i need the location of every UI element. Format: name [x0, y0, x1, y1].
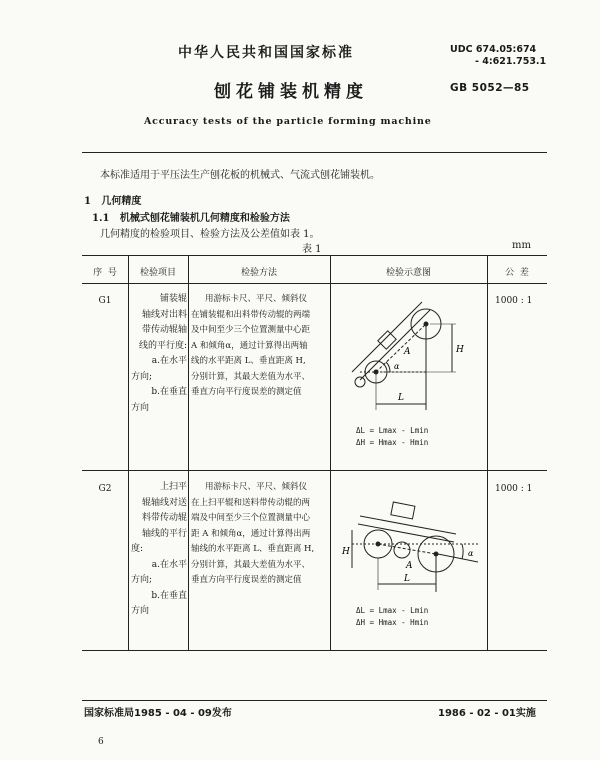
label-h: H [456, 345, 464, 355]
table-header-border [82, 283, 547, 284]
item-line: 方向 [131, 606, 150, 616]
label-a: A [404, 347, 411, 357]
label-l: L [398, 393, 404, 403]
title-chinese: 刨花铺装机精度 [214, 82, 368, 102]
row-g1-tolerance: 1000 : 1 [495, 296, 533, 306]
row-g1-formula2: ΔH = Hmax - Hmin [356, 438, 429, 447]
label-h: H [342, 547, 350, 557]
method-line: 用游标卡尺、平尺、倾斜仪 [205, 294, 308, 304]
item-line: 轴线对出料 [141, 309, 187, 320]
col-divider [128, 255, 129, 650]
belt-top-edge [360, 516, 456, 534]
implementation-date: 1986 - 02 - 01实施 [438, 708, 536, 719]
label-alpha: α [468, 549, 474, 558]
table-note: 几何精度的检验项目、检验方法及公差值如表 1。 [100, 229, 320, 240]
row-g2-tolerance: 1000 : 1 [495, 484, 533, 494]
item-line: 料带传动辊 [141, 513, 187, 523]
method-line: 线的水平距离 L、垂直距离 H, [191, 356, 306, 366]
method-line: 垂直方向平行度误差的测定值 [191, 387, 302, 397]
center-line [376, 324, 426, 372]
row-g1-no: G1 [98, 296, 112, 306]
method-line: 轴线的水平距离 L、垂直距离 H, [191, 544, 315, 554]
item-line: a.在水平 [151, 356, 187, 366]
table-caption: 表 1 [302, 244, 322, 255]
center-line [378, 544, 436, 554]
header-no: 序 号 [93, 268, 117, 278]
gb-number: GB 5052—85 [450, 82, 530, 94]
row-g2-formula2: ΔH = Hmax - Hmin [356, 618, 429, 627]
table-unit: mm [512, 240, 531, 251]
method-line: 距 A 和倾角α，通过计算得出两 [191, 528, 311, 539]
table-row-divider [82, 470, 547, 471]
approval-date: 国家标准局1985 - 04 - 09发布 [84, 708, 232, 719]
row-g2-item [131, 480, 187, 620]
item-line: 度: [131, 544, 144, 554]
subsection-heading: 1.1 机械式刨花铺装机几何精度和检验方法 [92, 213, 290, 224]
label-l: L [404, 574, 410, 584]
header-item: 检验项目 [139, 268, 176, 278]
col-divider [188, 255, 189, 650]
row-g2-method [191, 480, 329, 589]
row-g1-method [191, 292, 329, 401]
item-line: 铺装辊 [159, 294, 187, 304]
item-line: 上扫平 [159, 482, 187, 492]
belt-bottom-edge [358, 524, 454, 542]
item-line: 方向; [131, 575, 153, 585]
header-method: 检验方法 [240, 268, 277, 278]
col-divider [487, 255, 488, 650]
footer-divider [82, 700, 547, 701]
method-line: A 和倾角α，通过计算得出两轴 [191, 340, 308, 351]
label-a: A [406, 561, 413, 571]
standard-type: 中华人民共和国国家标准 [178, 45, 354, 61]
header-tolerance: 公 差 [505, 268, 529, 278]
item-line: b.在垂直 [151, 590, 187, 601]
item-line: 方向; [131, 371, 153, 382]
page-number: 6 [98, 737, 104, 747]
label-alpha: α [394, 362, 400, 371]
inclinometer [355, 377, 365, 387]
table-bottom-border [82, 650, 547, 651]
method-line: 及中间至少三个位置测量中心距 [191, 325, 311, 335]
method-line: 用游标卡尺、平尺、倾斜仪 [205, 482, 308, 492]
intro-text: 本标准适用于平压法生产刨花板的机械式、气流式刨花铺装机。 [100, 170, 380, 181]
table-top-border [82, 255, 547, 256]
header-diagram: 检验示意图 [385, 268, 431, 278]
g1-diagram [340, 292, 482, 432]
row-g2-no: G2 [98, 484, 112, 494]
header-divider [82, 152, 547, 153]
method-line: 端及中间至少三个位置测量中心 [191, 513, 311, 523]
title-english: Accuracy tests of the particle forming machine [144, 116, 432, 127]
method-line: 分别计算，其最大差值为水平、 [191, 371, 311, 382]
item-line: 线的平行度: [138, 340, 187, 351]
section-heading: 1 几何精度 [84, 196, 142, 207]
item-line: b.在垂直 [151, 387, 187, 397]
row-g1-item [131, 292, 187, 416]
method-line: 在铺装辊和出料带传动辊的两端 [191, 309, 311, 320]
method-line: 在上扫平辊和送料带传动辊的两 [191, 497, 311, 508]
method-line: 分别计算，其最大差值为水平、 [191, 559, 311, 570]
feed-block [391, 502, 415, 519]
alpha-arc [462, 544, 463, 559]
item-line: 轴线的平行 [141, 528, 187, 539]
row-g2-formula1: ΔL = Lmax - Lmin [356, 606, 429, 615]
method-line: 垂直方向平行度误差的测定值 [191, 575, 302, 585]
udc-line2: - 4:621.753.1 [475, 56, 547, 67]
row-g1-formula1: ΔL = Lmax - Lmin [356, 426, 429, 435]
item-line: 方向 [131, 402, 150, 413]
item-line: a.在水平 [151, 559, 187, 570]
item-line: 带传动辊轴 [141, 325, 187, 335]
udc-line1: UDC 674.05:674 [450, 44, 537, 55]
item-line: 辊轴线对送 [141, 497, 187, 508]
col-divider [330, 255, 331, 650]
g2-diagram [338, 492, 484, 598]
